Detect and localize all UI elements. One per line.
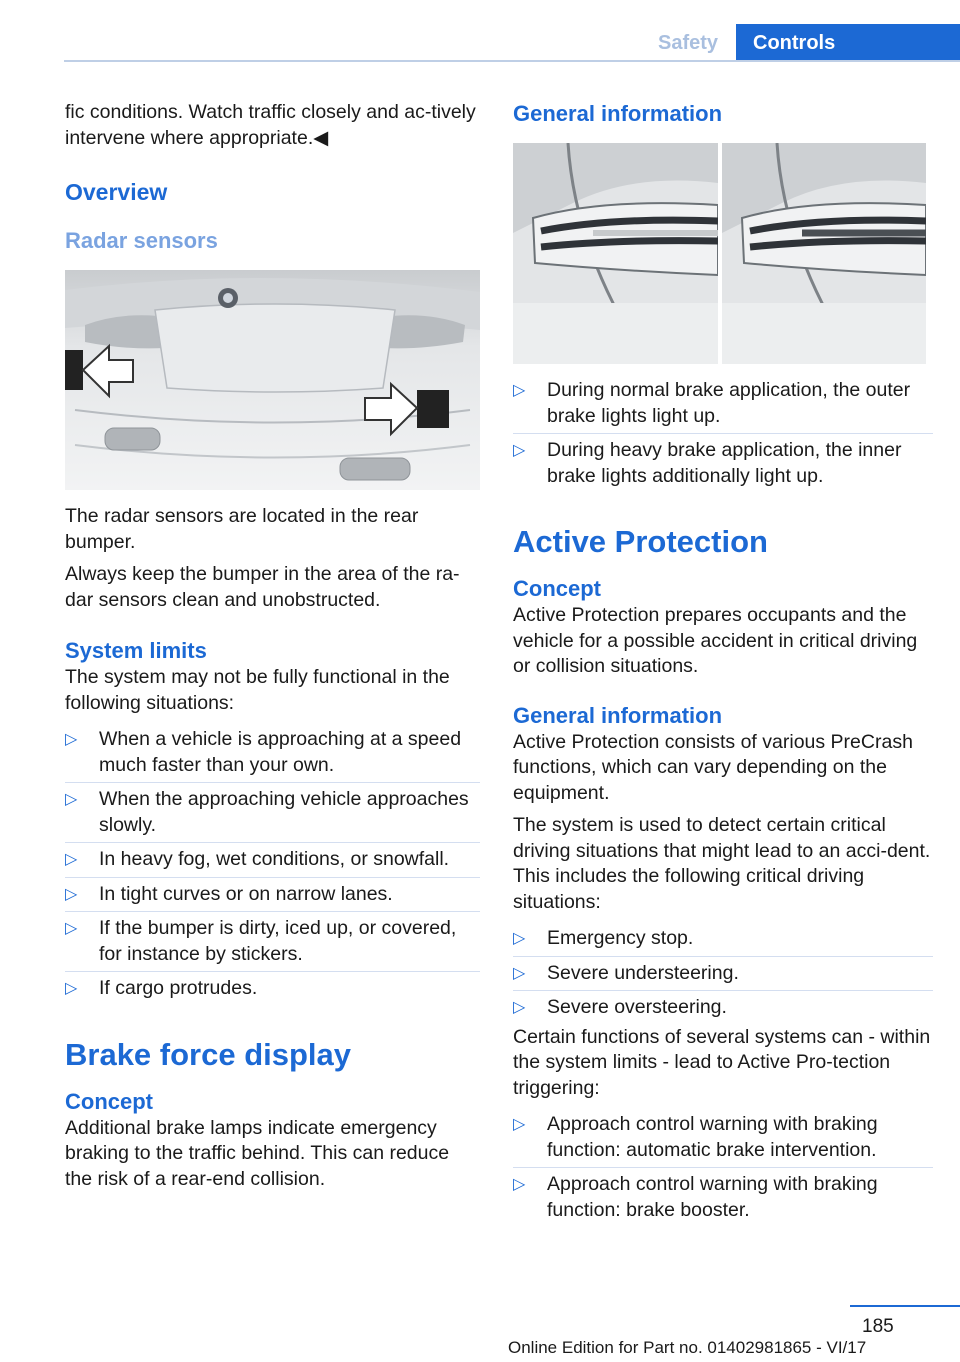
general-information-heading: General information [513, 101, 723, 126]
brake-lights-list [513, 374, 933, 493]
left-radar-sensor-marker [65, 350, 83, 390]
triangle-bullet-icon: ▷ [513, 442, 526, 459]
triangle-bullet-icon: ▷ [65, 920, 78, 937]
header-chapter-controls: Controls [736, 24, 960, 62]
list-item: ▷ If cargo protrudes. [65, 972, 480, 1006]
triangle-bullet-icon: ▷ [513, 1116, 526, 1133]
radar-sensors-heading: Radar sensors [65, 228, 218, 253]
triangle-bullet-icon: ▷ [513, 382, 526, 399]
triangle-bullet-icon: ▷ [513, 999, 526, 1016]
active-protection-heading: Active Protection [513, 524, 768, 559]
triangle-bullet-icon: ▷ [513, 930, 526, 947]
ap-general-text-1: Active Protection consists of various PreCrash functions, which can vary depending on the equipment. [513, 730, 913, 804]
ap-concept-text: Active Protection prepares occupants and the vehicle for a possible accident in critical driving or collision situations. [513, 604, 918, 677]
brake-force-display-heading: Brake force display [65, 1036, 352, 1072]
brake-concept-heading: Concept [65, 1088, 153, 1114]
triangle-bullet-icon: ▷ [65, 851, 78, 868]
list-item: ▷ In tight curves or on narrow lanes. [65, 878, 480, 913]
list-item: ▷ Severe oversteering. [513, 991, 933, 1025]
header-section-safety: Safety [657, 32, 719, 54]
triangle-bullet-icon: ▷ [65, 980, 78, 997]
list-item: ▷ Approach control warning with braking function: brake booster. [513, 1173, 878, 1221]
page-number: 185 [862, 1316, 894, 1337]
system-limits-intro: The system may not be fully functional in the following situations: [65, 666, 450, 714]
intro-text: fic conditions. Watch traffic closely and ac‐tively intervene where appropriate.◀ [65, 101, 476, 149]
rear-bumper-illustration [65, 270, 480, 490]
header-rule [64, 60, 960, 62]
system-limits-list [65, 723, 480, 1006]
list-item: ▷ If the bumper is dirty, iced up, or covered, for instance by stickers. [65, 912, 480, 972]
radar-clean-text: Always keep the bumper in the area of the ra‐dar sensors clean and unobstructed. [65, 563, 460, 611]
ap-concept-heading: Concept [513, 576, 601, 601]
inner-brake-lights-illustration [722, 143, 926, 364]
system-limits-heading: System limits [65, 638, 207, 663]
list-item: ▷ Severe understeering. [513, 957, 933, 992]
outer-brake-lights-illustration [513, 143, 718, 364]
critical-situations-list [513, 922, 933, 1025]
right-radar-sensor-marker [417, 390, 449, 428]
functions-intro: Certain functions of several systems can - within the system limits - lead to Active Pro‐tection triggering: [513, 1025, 931, 1099]
list-item: ▷ Emergency stop. [513, 922, 933, 957]
brake-lights-figure [513, 143, 926, 364]
list-item: ▷ During normal brake application, the outer brake lights light up. [513, 374, 933, 434]
list-item: ▷ When a vehicle is approaching at a speed much faster than your own. [65, 723, 480, 783]
right-column [513, 100, 933, 1227]
footer-rule [850, 1305, 960, 1307]
triangle-bullet-icon: ▷ [65, 885, 78, 903]
edition-note: Online Edition for Part no. 01402981865 - VI/17 [508, 1338, 867, 1357]
triangle-bullet-icon: ▷ [513, 964, 526, 982]
list-item: ▷ Approach control warning with braking function: automatic brake intervention. [513, 1108, 933, 1168]
list-item: ▷ During heavy brake application, the inner brake lights additionally light up. [513, 439, 902, 487]
ap-general-text-2: The system is used to detect certain critical driving situations that might lead to an acci‐dent. This includes the following critical driving situations: [513, 814, 931, 913]
radar-sensor-figure [65, 270, 480, 490]
triangle-bullet-icon: ▷ [65, 791, 78, 808]
radar-location-text: The radar sensors are located in the rear bumper. [65, 505, 419, 553]
list-item: ▷ When the approaching vehicle approaches slowly. [65, 783, 480, 843]
triggering-functions-list [513, 1108, 933, 1227]
ap-general-heading: General information [513, 702, 723, 728]
list-item: ▷ In heavy fog, wet conditions, or snowfall. [65, 843, 480, 878]
left-column [65, 100, 480, 1199]
overview-heading: Overview [65, 179, 168, 205]
triangle-bullet-icon: ▷ [65, 731, 78, 748]
brake-concept-text: Additional brake lamps indicate emergency braking to the traffic behind. This can reduce the risk of a rear-end collision. [65, 1116, 450, 1190]
triangle-bullet-icon: ▷ [513, 1176, 526, 1193]
